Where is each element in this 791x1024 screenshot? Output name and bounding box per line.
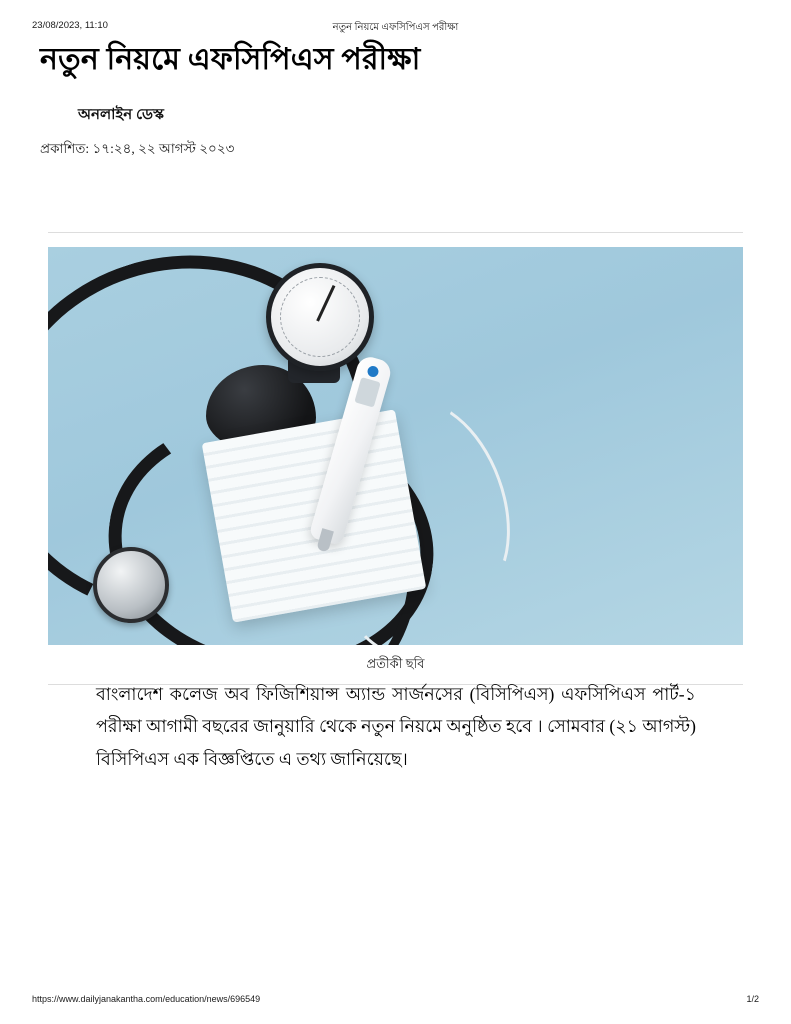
article	[0, 40, 791, 161]
byline: অনলাইন ডেস্ক	[78, 106, 164, 123]
page-number: 1/2	[746, 994, 759, 1004]
article-photo	[48, 247, 743, 645]
page-title: নতুন নিয়মে এফসিপিএস পরীক্ষা	[40, 43, 421, 76]
stethoscope-chestpiece-icon	[93, 547, 169, 623]
published-timestamp: প্রকাশিত: ১৭:২৪, ২২ আগস্ট ২০২৩	[40, 140, 235, 156]
print-header	[0, 20, 791, 34]
article-body	[96, 678, 696, 775]
article-paragraph: বাংলাদেশ কলেজ অব ফিজিশিয়ান্স অ্যান্ড সার্জনসের (বিসিপিএস) এফসিপিএস পার্ট-১ পরীক্ষা আগামী বছরের জানুয়ারি থেকে নতুন নিয়মে অনুষ্ঠিত হবে । সোমবার (২১ আগস্ট) বিসিপিএস এক বিজ্ঞপ্তিতে এ তথ্য জানিয়েছে।	[96, 684, 696, 769]
source-url[interactable]: https://www.dailyjanakantha.com/education/news/696549	[32, 994, 261, 1004]
blood-pressure-gauge-icon	[266, 263, 374, 371]
figure-caption: প্রতীকী ছবি	[366, 656, 425, 671]
gauge-dial-ring	[280, 277, 360, 357]
figure-top-divider	[48, 232, 743, 233]
print-footer	[0, 994, 791, 1008]
print-header-title: নতুন নিয়মে এফসিপিএস পরীক্ষা	[332, 22, 459, 33]
article-figure	[48, 232, 743, 685]
print-header-date: 23/08/2023, 11:10	[32, 20, 108, 31]
thermometer-button-icon	[366, 365, 380, 379]
thermometer-display-icon	[354, 377, 380, 408]
